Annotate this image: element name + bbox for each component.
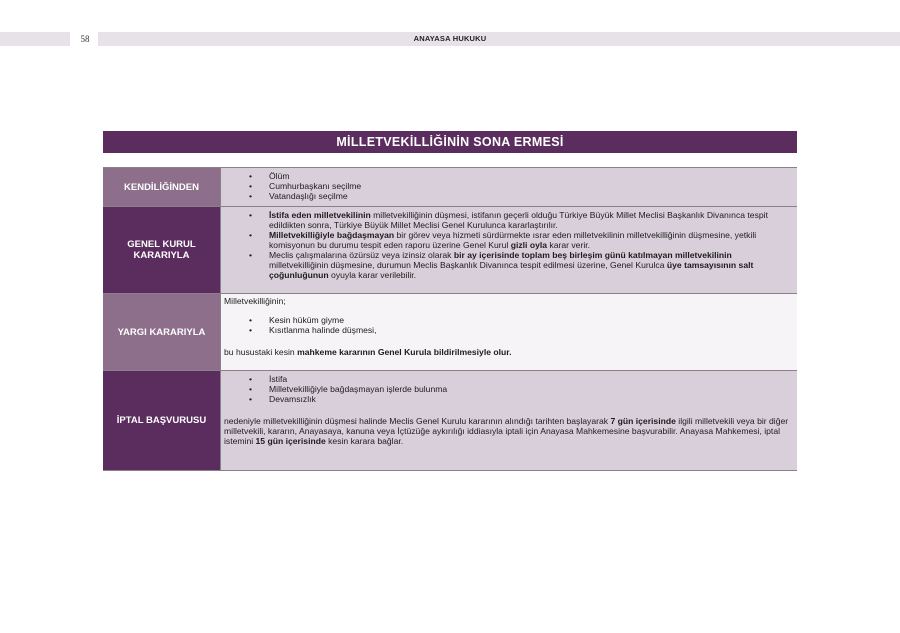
- list-item: • Devamsızlık: [269, 394, 789, 404]
- row-label: GENEL KURUL KARARIYLA: [103, 207, 220, 293]
- item-text: milletvekilliğinin düşmesi, istifanın geçerli olduğu Türkiye Büyük Millet Meclisi Başkanlık Divanınca tespit edildikten sonra, Türkiye Büyük Millet Meclisi Genel Kurulunca kararlaştırılır.: [269, 210, 768, 230]
- item-text: oyuyla karar verilebilir.: [328, 270, 417, 280]
- bold-text: 15 gün içerisinde: [255, 436, 326, 446]
- table-title: MİLLETVEKİLLİĞİNİN SONA ERMESİ: [103, 131, 797, 153]
- list-item: • İstifa: [269, 374, 789, 384]
- item-text: karar verir.: [547, 240, 591, 250]
- table-row: [103, 168, 797, 207]
- row-content: [220, 207, 797, 293]
- bold-text: 7 gün içerisinde: [610, 416, 676, 426]
- row-content: [220, 168, 797, 206]
- page-header: [0, 32, 900, 46]
- row-label: KENDİLİĞİNDEN: [103, 168, 220, 206]
- running-title: ANAYASA HUKUKU: [413, 34, 487, 43]
- list-item: • Cumhurbaşkanı seçilme: [269, 181, 791, 191]
- item-text: milletvekilliğinin düşmesine, durumun Meclis Başkanlık Divanınca tespit edilmesi üzerine, Genel Kurulca: [269, 260, 667, 270]
- item-text: ilgili milletvekili veya bir diğer milletvekili, kararın, Anayasaya, kanuna veya İçtüzüğe aykırılığı iddiasıyla iptali için Anayasa Mahkemesine başvurabilir. Anayasa Mahkemesi, iptal istemini: [224, 416, 789, 446]
- row-content: [220, 371, 797, 470]
- item-text: nedeniyle milletvekilliğinin düşmesi halinde Meclis Genel Kurulu kararının alındığı tarihten başlayarak: [224, 416, 611, 426]
- row-label: İPTAL BAŞVURUSU: [103, 371, 220, 470]
- bullet-list: [221, 171, 791, 201]
- bold-text: mahkeme kararının Genel Kurula bildirilmesiyle olur.: [297, 347, 512, 357]
- bullet-list: [224, 374, 789, 404]
- page-number: 58: [80, 34, 90, 44]
- list-item: [269, 250, 789, 280]
- list-item: • Milletvekilliğiyle bağdaşmayan işlerde bulunma: [269, 384, 789, 394]
- table-row: [103, 371, 797, 470]
- item-text: bu husustaki kesin: [224, 347, 298, 357]
- bold-text: Milletvekilliğiyle bağdaşmayan: [269, 230, 395, 240]
- list-item: • Kısıtlanma halinde düşmesi,: [269, 325, 789, 335]
- bold-text: İstifa eden milletvekilinin: [269, 210, 371, 220]
- table-row: [103, 207, 797, 294]
- intro-text: Milletvekilliğinin;: [224, 296, 286, 306]
- list-item: • Kesin hüküm giyme: [269, 315, 789, 325]
- body-paragraph: [224, 416, 789, 446]
- list-item: • Ölüm: [269, 171, 791, 181]
- row-label: YARGI KARARIYLA: [103, 294, 220, 370]
- item-text: bir görev veya hizmeti sürdürmekte ısrar eden milletvekilinin milletvekilliğinin düşmesine, yetkili komisyonun bu durumu tespit eden raporu üzerine Genel Kurul: [269, 230, 757, 250]
- bullet-list: [221, 210, 789, 280]
- bold-text: gizli oyla: [510, 240, 548, 250]
- list-item: • Vatandaşlığı seçilme: [269, 191, 791, 201]
- outro-text: [224, 347, 789, 357]
- bold-text: bir ay içerisinde toplam beş birleşim günü katılmayan milletvekilinin: [453, 250, 732, 260]
- bold-text: üye tamsayısının salt çoğunluğunun: [269, 260, 754, 280]
- table-row: [103, 294, 797, 371]
- row-content: [220, 294, 797, 370]
- bullet-list: [224, 315, 789, 335]
- list-item: [269, 230, 789, 250]
- header-left-band: [0, 32, 70, 46]
- item-text: Meclis çalışmalarına özürsüz veya izinsiz olarak: [269, 250, 454, 260]
- summary-table: [103, 167, 797, 471]
- list-item: [269, 210, 789, 230]
- item-text: kesin karara bağlar.: [325, 436, 404, 446]
